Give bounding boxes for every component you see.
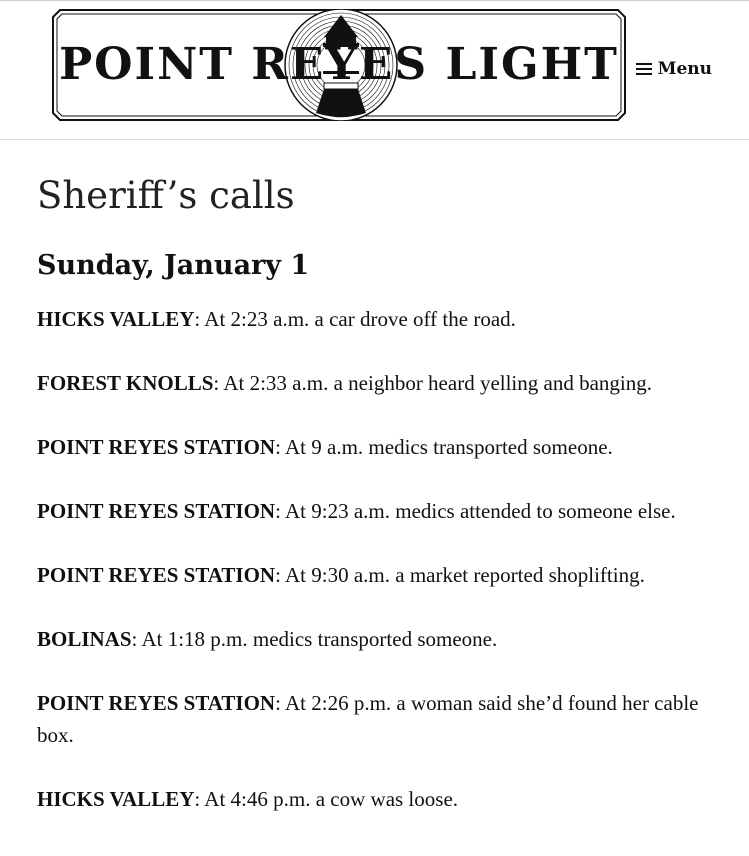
- call-list: [37, 303, 712, 815]
- call-entry: [37, 559, 712, 591]
- call-entry: [37, 687, 712, 751]
- call-text: : At 2:26 p.m. a woman said she’d found her cable box.: [37, 691, 699, 747]
- call-text: : At 9 a.m. medics transported someone.: [275, 435, 613, 459]
- logo-text: POINT REYES LIGHT: [59, 39, 619, 90]
- date-heading: Sunday, January 1: [37, 250, 310, 281]
- call-entry: [37, 783, 712, 815]
- site-logo[interactable]: [52, 9, 626, 121]
- call-text: : At 9:30 a.m. a market reported shoplifting.: [275, 563, 645, 587]
- call-place: BOLINAS: [37, 627, 132, 651]
- call-entry: [37, 431, 712, 463]
- article: [0, 174, 749, 815]
- call-text: : At 4:46 p.m. a cow was loose.: [194, 787, 459, 811]
- call-place: POINT REYES STATION: [37, 691, 276, 715]
- call-text: : At 2:23 a.m. a car drove off the road.: [194, 307, 516, 331]
- call-place: HICKS VALLEY: [37, 307, 195, 331]
- hamburger-icon: [636, 63, 652, 75]
- call-text: : At 2:33 a.m. a neighbor heard yelling and banging.: [213, 371, 652, 395]
- call-place: POINT REYES STATION: [37, 499, 276, 523]
- call-entry: [37, 623, 712, 655]
- call-place: POINT REYES STATION: [37, 563, 276, 587]
- call-entry: [37, 495, 712, 527]
- call-entry: [37, 367, 712, 399]
- call-entry: [37, 303, 712, 335]
- menu-label: Menu: [657, 59, 712, 79]
- site-header: [0, 1, 749, 140]
- call-text: : At 9:23 a.m. medics attended to someone else.: [275, 499, 676, 523]
- call-place: FOREST KNOLLS: [37, 371, 214, 395]
- call-text: : At 1:18 p.m. medics transported someone.: [131, 627, 498, 651]
- call-place: POINT REYES STATION: [37, 435, 276, 459]
- menu-button[interactable]: [636, 59, 712, 79]
- page-title: Sheriff’s calls: [37, 174, 295, 217]
- call-place: HICKS VALLEY: [37, 787, 195, 811]
